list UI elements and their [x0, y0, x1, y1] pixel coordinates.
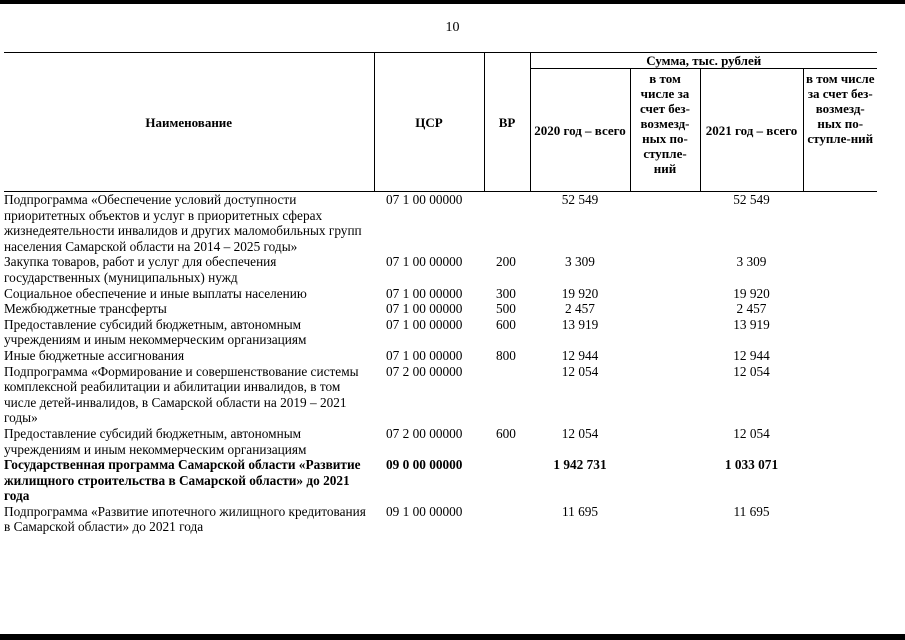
- row-2020-grants: [630, 254, 700, 285]
- table-row: [4, 364, 877, 426]
- row-2020-total: 52 549: [561, 192, 599, 207]
- table-row: [4, 301, 877, 317]
- header-name: Наименование: [4, 53, 374, 192]
- row-csr: 09 0 00 00000: [386, 457, 463, 473]
- row-2020-grants: [630, 317, 700, 348]
- row-2021-total: 12 944: [733, 347, 770, 363]
- row-2020-grants: [630, 504, 700, 535]
- table-row: [4, 192, 877, 255]
- row-name: Подпрограмма «Развитие ипотечного жилищного кредитования в Самарской области» до 2021 года: [4, 503, 366, 535]
- row-vr: [484, 192, 530, 255]
- table-row: [4, 457, 877, 504]
- header-vr: ВР: [484, 53, 530, 192]
- table-row: [4, 254, 877, 285]
- row-2020-total: 13 919: [561, 316, 599, 332]
- row-vr: 800: [496, 347, 516, 363]
- row-2020-grants: [630, 286, 700, 302]
- row-vr: 200: [496, 254, 516, 270]
- row-csr: 07 1 00 00000: [386, 285, 463, 301]
- row-2021-grants: [803, 286, 877, 302]
- table-body: [4, 192, 877, 536]
- table-row: [4, 286, 877, 302]
- row-2021-total: 11 695: [733, 503, 770, 519]
- row-vr: 500: [496, 301, 516, 317]
- row-name: Социальное обеспечение и иные выплаты населению: [4, 285, 307, 301]
- row-name: Иные бюджетные ассигнования: [4, 347, 185, 363]
- row-2021-grants: [803, 457, 877, 504]
- row-2020-total: 3 309: [565, 254, 595, 270]
- header-sum: Сумма, тыс. рублей: [530, 53, 877, 69]
- row-vr: [484, 364, 530, 426]
- row-2021-total: 13 919: [733, 316, 770, 332]
- row-2020-total: 12 054: [561, 363, 599, 379]
- row-2020-grants: [630, 364, 700, 426]
- row-2021-grants: [803, 254, 877, 285]
- row-csr: 07 1 00 00000: [386, 347, 463, 363]
- row-csr: 07 2 00 00000: [386, 425, 463, 441]
- row-2020-grants: [630, 192, 700, 255]
- row-2020-grants: [630, 348, 700, 364]
- header-2020-grants: в том числе за счет без-возмезд-ных по-ступле-ний: [630, 69, 700, 192]
- page-number: 10: [445, 20, 460, 35]
- header-2020-total: 2020 год – всего: [530, 69, 630, 192]
- row-2020-total: 2 457: [565, 301, 595, 317]
- row-vr: [484, 457, 530, 504]
- row-vr: [484, 504, 530, 535]
- row-2021-total: 3 309: [736, 254, 767, 270]
- row-2020-total: 1 942 731: [553, 457, 607, 473]
- row-name: Предоставление субсидий бюджетным, автономным учреждениям и иным некоммерческим организациям: [4, 425, 307, 457]
- top-border: [0, 0, 905, 4]
- header-2021-grants: в том числе за счет без-возмезд-ных по-ступле-ний: [803, 69, 877, 192]
- row-2021-grants: [803, 426, 877, 457]
- header-2021-total: 2021 год – всего: [700, 69, 803, 192]
- row-2020-total: 11 695: [561, 503, 599, 519]
- row-2021-total: 52 549: [733, 192, 770, 207]
- row-name: Государственная программа Самарской области «Развитие жилищного строительства в Самарской области» до 2021 года: [4, 457, 361, 504]
- budget-table: [4, 52, 877, 535]
- table-row: [4, 317, 877, 348]
- table-row: [4, 348, 877, 364]
- row-name: Межбюджетные трансферты: [4, 301, 167, 317]
- row-2021-grants: [803, 192, 877, 255]
- header-csr: ЦСР: [374, 53, 484, 192]
- row-2020-grants: [630, 301, 700, 317]
- row-2020-grants: [630, 426, 700, 457]
- row-2020-grants: [630, 457, 700, 504]
- row-2021-total: 2 457: [736, 301, 767, 317]
- row-2020-total: 19 920: [561, 285, 599, 301]
- row-2021-grants: [803, 504, 877, 535]
- bottom-border: [0, 634, 905, 640]
- row-name: Подпрограмма «Формирование и совершенствование системы комплексной реабилитации и абилитации инвалидов, в том числе детей-инвалидов, в Самарской области на 2019 – 2021 годы»: [4, 363, 359, 426]
- row-2020-total: 12 054: [561, 425, 599, 441]
- row-vr: 300: [496, 285, 516, 301]
- row-csr: 07 1 00 00000: [386, 301, 463, 317]
- row-2021-grants: [803, 301, 877, 317]
- row-name: Закупка товаров, работ и услуг для обеспечения государственных (муниципальных) нужд: [4, 254, 277, 285]
- row-2021-total: 12 054: [733, 425, 770, 441]
- table-header: [4, 53, 877, 192]
- row-2021-grants: [803, 348, 877, 364]
- row-2021-grants: [803, 364, 877, 426]
- row-csr: 09 1 00 00000: [386, 503, 463, 519]
- row-2021-grants: [803, 317, 877, 348]
- table-row: [4, 426, 877, 457]
- row-csr: 07 1 00 00000: [386, 254, 463, 270]
- row-2021-total: 19 920: [733, 285, 770, 301]
- row-vr: 600: [496, 425, 516, 441]
- row-name: Предоставление субсидий бюджетным, автономным учреждениям и иным некоммерческим организациям: [4, 316, 307, 348]
- row-vr: 600: [496, 316, 516, 332]
- row-2021-total: 12 054: [733, 363, 770, 379]
- table-row: [4, 504, 877, 535]
- row-csr: 07 1 00 00000: [386, 316, 463, 332]
- row-name: Подпрограмма «Обеспечение условий доступности приоритетных объектов и услуг в приоритетных сферах жизнедеятельности инвалидов и других маломобильных групп населения Самарской области на 2014 – 2025 годы»: [4, 192, 362, 254]
- row-csr: 07 2 00 00000: [386, 363, 463, 379]
- row-2020-total: 12 944: [561, 347, 599, 363]
- row-csr: 07 1 00 00000: [386, 192, 463, 207]
- row-2021-total: 1 033 071: [724, 457, 779, 473]
